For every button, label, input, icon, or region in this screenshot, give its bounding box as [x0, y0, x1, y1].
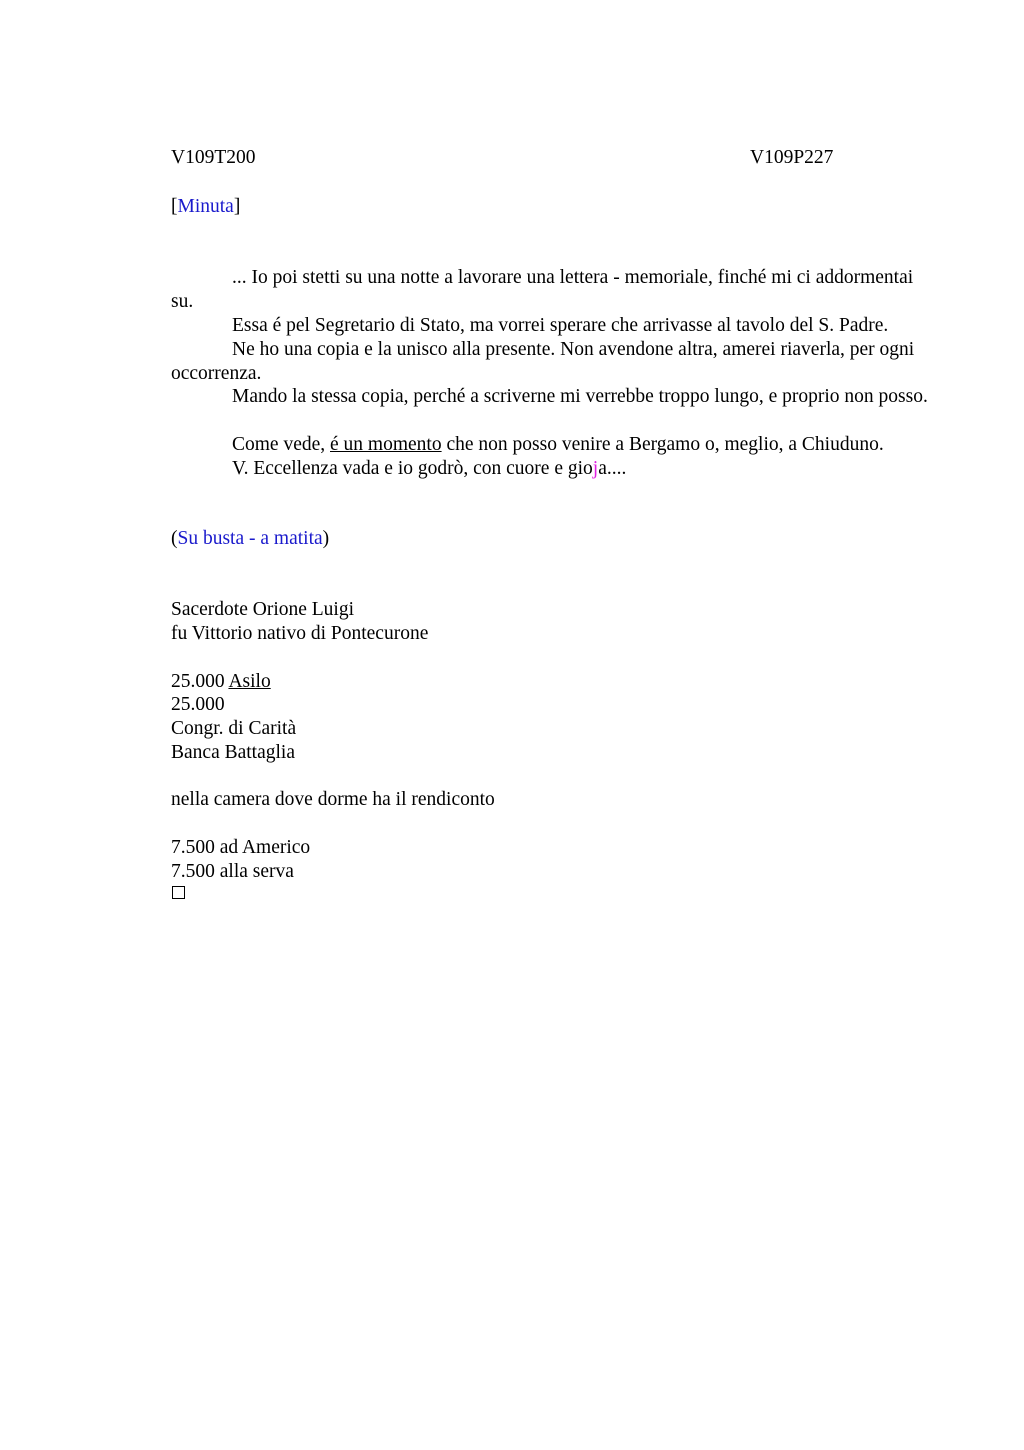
note-bank: Banca Battaglia: [171, 742, 295, 763]
minuta-label: [171, 195, 240, 219]
letter-paragraph-1: ... Io poi stetti su una notte a lavorare una lettera - memoriale, finché mi ci addormentai su.: [171, 267, 914, 312]
letter-paragraph-5: [171, 433, 931, 457]
document-code-left: V109T200: [171, 147, 256, 168]
amount-1: 25.000: [171, 671, 229, 692]
letter-paragraph-4: Mando la stessa copia, perché a scriverne mi verrebbe troppo lungo, e proprio non posso.: [232, 386, 928, 407]
note-room: nella camera dove dorme ha il rendiconto: [171, 789, 495, 810]
note-americo: 7.500 ad Americo: [171, 837, 311, 858]
minuta-text: Minuta: [177, 196, 234, 217]
p6-highlight: j: [592, 458, 599, 479]
letter-paragraph-3: Ne ho una copia e la unisco alla presente. Non avendone altra, amerei riaverla, per ogni occorrenza.: [171, 339, 915, 384]
p5-before: Come vede,: [232, 434, 331, 455]
paren-close: ): [322, 528, 330, 549]
note-congregation: Congr. di Carità: [171, 718, 297, 739]
note-name: Sacerdote Orione Luigi: [171, 599, 355, 620]
envelope-text: Su busta - a matita: [177, 528, 323, 549]
p6-before: V. Eccellenza vada e io godrò, con cuore e gio: [232, 458, 593, 479]
note-origin: fu Vittorio nativo di Pontecurone: [171, 623, 429, 644]
document-code-right: V109P227: [750, 147, 834, 168]
paren-open: (: [171, 528, 178, 549]
p5-after: che non posso venire a Bergamo o, meglio, a Chiuduno.: [441, 434, 884, 455]
p6-after: a....: [598, 458, 627, 479]
envelope-label: [171, 527, 329, 551]
note-amount-asilo: [171, 670, 271, 694]
p5-underlined: é un momento: [330, 434, 442, 455]
letter-paragraph-2: Essa é pel Segretario di Stato, ma vorrei sperare che arrivasse al tavolo del S. Padre.: [232, 315, 889, 336]
note-amount-2: 25.000: [171, 694, 225, 715]
bracket-close: ]: [233, 196, 241, 217]
empty-square-symbol: [172, 886, 185, 899]
bracket-open: [: [171, 196, 178, 217]
note-serva: 7.500 alla serva: [171, 861, 294, 882]
asilo-label: Asilo: [228, 671, 271, 692]
letter-paragraph-6: [171, 457, 931, 481]
